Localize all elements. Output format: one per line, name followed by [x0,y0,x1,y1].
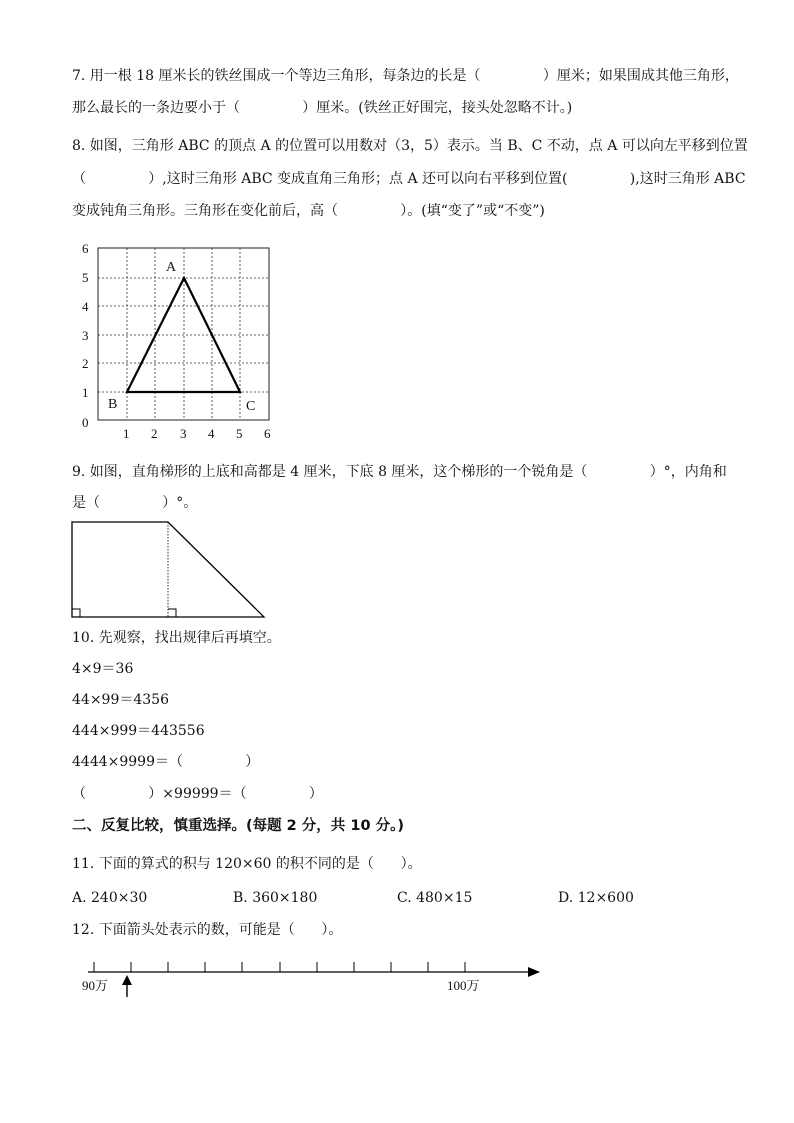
y-tick-1: 1 [82,385,89,400]
label-a: A [166,260,177,275]
q12-number-line [76,952,546,1000]
number-line-start-label: 90万 [82,978,109,993]
y-tick-6: 6 [82,241,89,256]
q10-title: 10. 先观察，找出规律后再填空。 [72,630,281,646]
q8-line2: （ ）,这时三角形 ABC 变成直角三角形；点 A 还可以向右平移到位置( ),这时三角形 ABC [72,171,746,187]
grid-lines [98,248,269,420]
q11-option-a: A. 240×30 [72,890,148,906]
x-tick-5: 5 [236,426,243,441]
x-tick-1: 1 [123,426,130,441]
q11-stem: 11. 下面的算式的积与 120×60 的积不同的是（ ）。 [72,856,422,872]
number-line-ticks [94,962,465,972]
number-line-end-label: 100万 [447,978,480,993]
q9-line1: 9. 如图，直角梯形的上底和高都是 4 厘米，下底 8 厘米，这个梯形的一个锐角是（ ）°，内角和 [72,464,727,480]
q10-eq5: （ ）×99999＝（ ） [72,786,323,802]
q8-line3: 变成钝角三角形。三角形在变化前后，高（ ）。(填“变了”或“不变”) [72,203,545,219]
q12-stem: 12. 下面箭头处表示的数，可能是（ ）。 [72,922,343,938]
x-tick-2: 2 [151,426,158,441]
grid-border [98,248,269,420]
label-c: C [246,399,256,414]
q8-line1: 8. 如图，三角形 ABC 的顶点 A 的位置可以用数对（3，5）表示。当 B、C 不动，点 A 可以向左平移到位置 [72,138,748,154]
section2-heading: 二、反复比较，慎重选择。(每题 2 分，共 10 分。) [72,818,404,834]
trapezoid [72,522,264,617]
q9-line2: 是（ ）°。 [72,495,198,511]
q7-line2: 那么最长的一条边要小于（ ）厘米。(铁丝正好围完，接头处忽略不计。) [72,100,573,116]
x-tick-3: 3 [180,426,187,441]
y-tick-3: 3 [82,328,89,343]
pointer-arrow-icon [122,975,132,997]
q10-eq2: 44×99＝4356 [72,692,169,708]
right-angle-mark-left [72,609,80,617]
number-line-arrowhead [528,967,540,977]
q10-eq3: 444×999＝443556 [72,723,205,739]
x-tick-4: 4 [208,426,215,441]
q10-eq4: 4444×9999＝（ ） [72,754,260,770]
q11-option-b: B. 360×180 [233,890,318,906]
y-tick-0: 0 [82,415,89,430]
q9-trapezoid-figure [66,516,272,622]
q7-line1: 7. 用一根 18 厘米长的铁丝围成一个等边三角形，每条边的长是（ ）厘米；如果围成其他三角形， [72,68,739,84]
q8-grid-figure [60,236,300,446]
y-tick-4: 4 [82,299,89,314]
label-b: B [108,397,118,412]
y-tick-2: 2 [82,356,89,371]
q10-eq1: 4×9＝36 [72,661,134,677]
q11-option-d: D. 12×600 [558,890,634,906]
y-tick-5: 5 [82,270,89,285]
right-angle-mark-height [168,609,176,617]
q11-option-c: C. 480×15 [397,890,473,906]
x-tick-6: 6 [264,426,271,441]
